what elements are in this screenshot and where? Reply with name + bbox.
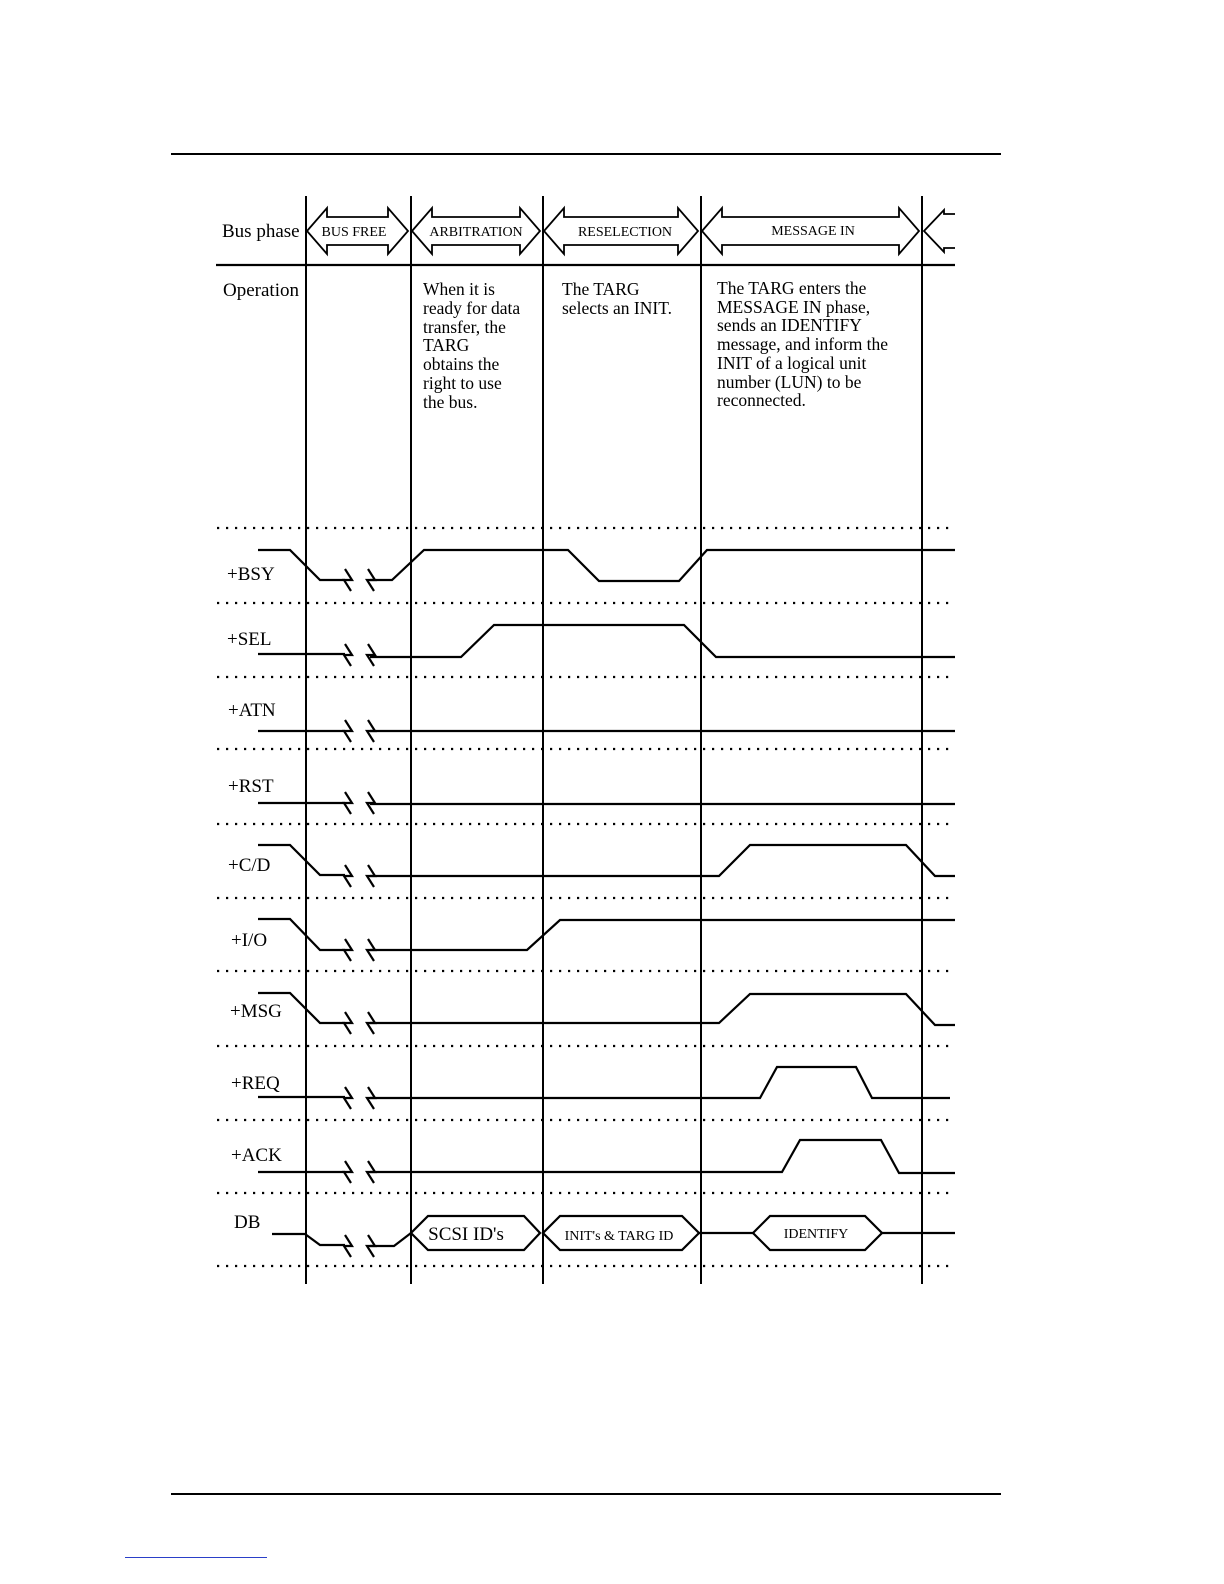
break-mark [367, 720, 375, 742]
signal-label-bsy: +BSY [227, 564, 275, 585]
break-mark [367, 1235, 375, 1257]
signal-label-cd: +C/D [228, 855, 271, 876]
break-mark [367, 1012, 375, 1034]
break-mark [344, 644, 352, 666]
operation-line: selects an INIT. [562, 298, 672, 318]
operation-line: the bus. [423, 392, 478, 412]
time-break-marks [344, 569, 375, 1257]
bus-phase-label: Bus phase [222, 221, 300, 242]
signal-label-db: DB [234, 1212, 261, 1233]
signal-label-rst: +RST [228, 776, 274, 797]
waveform-cd [258, 845, 955, 876]
break-mark [344, 865, 352, 887]
operation-line: INIT of a logical unit [717, 353, 867, 373]
break-mark [367, 792, 375, 814]
phase-arrow-next-partial [924, 210, 955, 252]
break-mark [367, 569, 375, 591]
operation-line: The TARG enters the [717, 278, 867, 298]
waveform-bsy [258, 550, 955, 581]
break-mark [344, 1235, 352, 1257]
break-mark [367, 865, 375, 887]
operation-label: Operation [223, 280, 299, 301]
operation-line: number (LUN) to be [717, 372, 862, 392]
break-mark [344, 792, 352, 814]
break-mark [367, 939, 375, 961]
waveform-sel [258, 625, 955, 657]
break-mark [344, 720, 352, 742]
break-mark [344, 1012, 352, 1034]
waveform-req [258, 1067, 950, 1098]
operation-line: When it is [423, 279, 495, 299]
phase-label-arbitration: ARBITRATION [429, 225, 523, 240]
break-mark [344, 1087, 352, 1109]
operation-line: sends an IDENTIFY [717, 315, 862, 335]
operation-text-reselection [562, 279, 672, 318]
operation-line: reconnected. [717, 390, 806, 410]
signal-label-atn: +ATN [228, 700, 276, 721]
operation-line: The TARG [562, 279, 640, 299]
operation-line: right to use [423, 373, 502, 393]
break-mark [367, 644, 375, 666]
operation-line: message, and inform the [717, 334, 889, 354]
db-value-init-targ-id: INIT's & TARG ID [564, 1229, 674, 1244]
break-mark [344, 569, 352, 591]
phase-label-reselection: RESELECTION [577, 225, 673, 240]
operation-line: MESSAGE IN phase, [717, 297, 871, 317]
phase-label-message-in: MESSAGE IN [771, 224, 855, 239]
operation-line: obtains the [423, 354, 500, 374]
phase-label-bus-free: BUS FREE [321, 225, 387, 240]
signal-label-msg: +MSG [230, 1001, 282, 1022]
operation-line: transfer, the [423, 317, 506, 337]
break-mark [344, 1161, 352, 1183]
break-mark [344, 939, 352, 961]
operation-line: ready for data [423, 298, 521, 318]
operation-text-arbitration [423, 279, 520, 412]
db-value-identify: IDENTIFY [783, 1227, 849, 1242]
waveform-rst [258, 803, 955, 804]
break-mark [367, 1087, 375, 1109]
break-mark [367, 1161, 375, 1183]
waveform-io [258, 919, 955, 950]
signal-label-sel: +SEL [227, 629, 272, 650]
waveform-msg [258, 993, 955, 1025]
operation-text-message-in [717, 278, 888, 410]
signal-label-req: +REQ [231, 1073, 280, 1094]
operation-line: TARG [423, 335, 470, 355]
waveform-ack [258, 1140, 955, 1173]
signal-label-io: +I/O [231, 930, 268, 951]
signal-label-ack: +ACK [231, 1145, 282, 1166]
db-value-scsi-ids: SCSI ID's [428, 1224, 504, 1245]
